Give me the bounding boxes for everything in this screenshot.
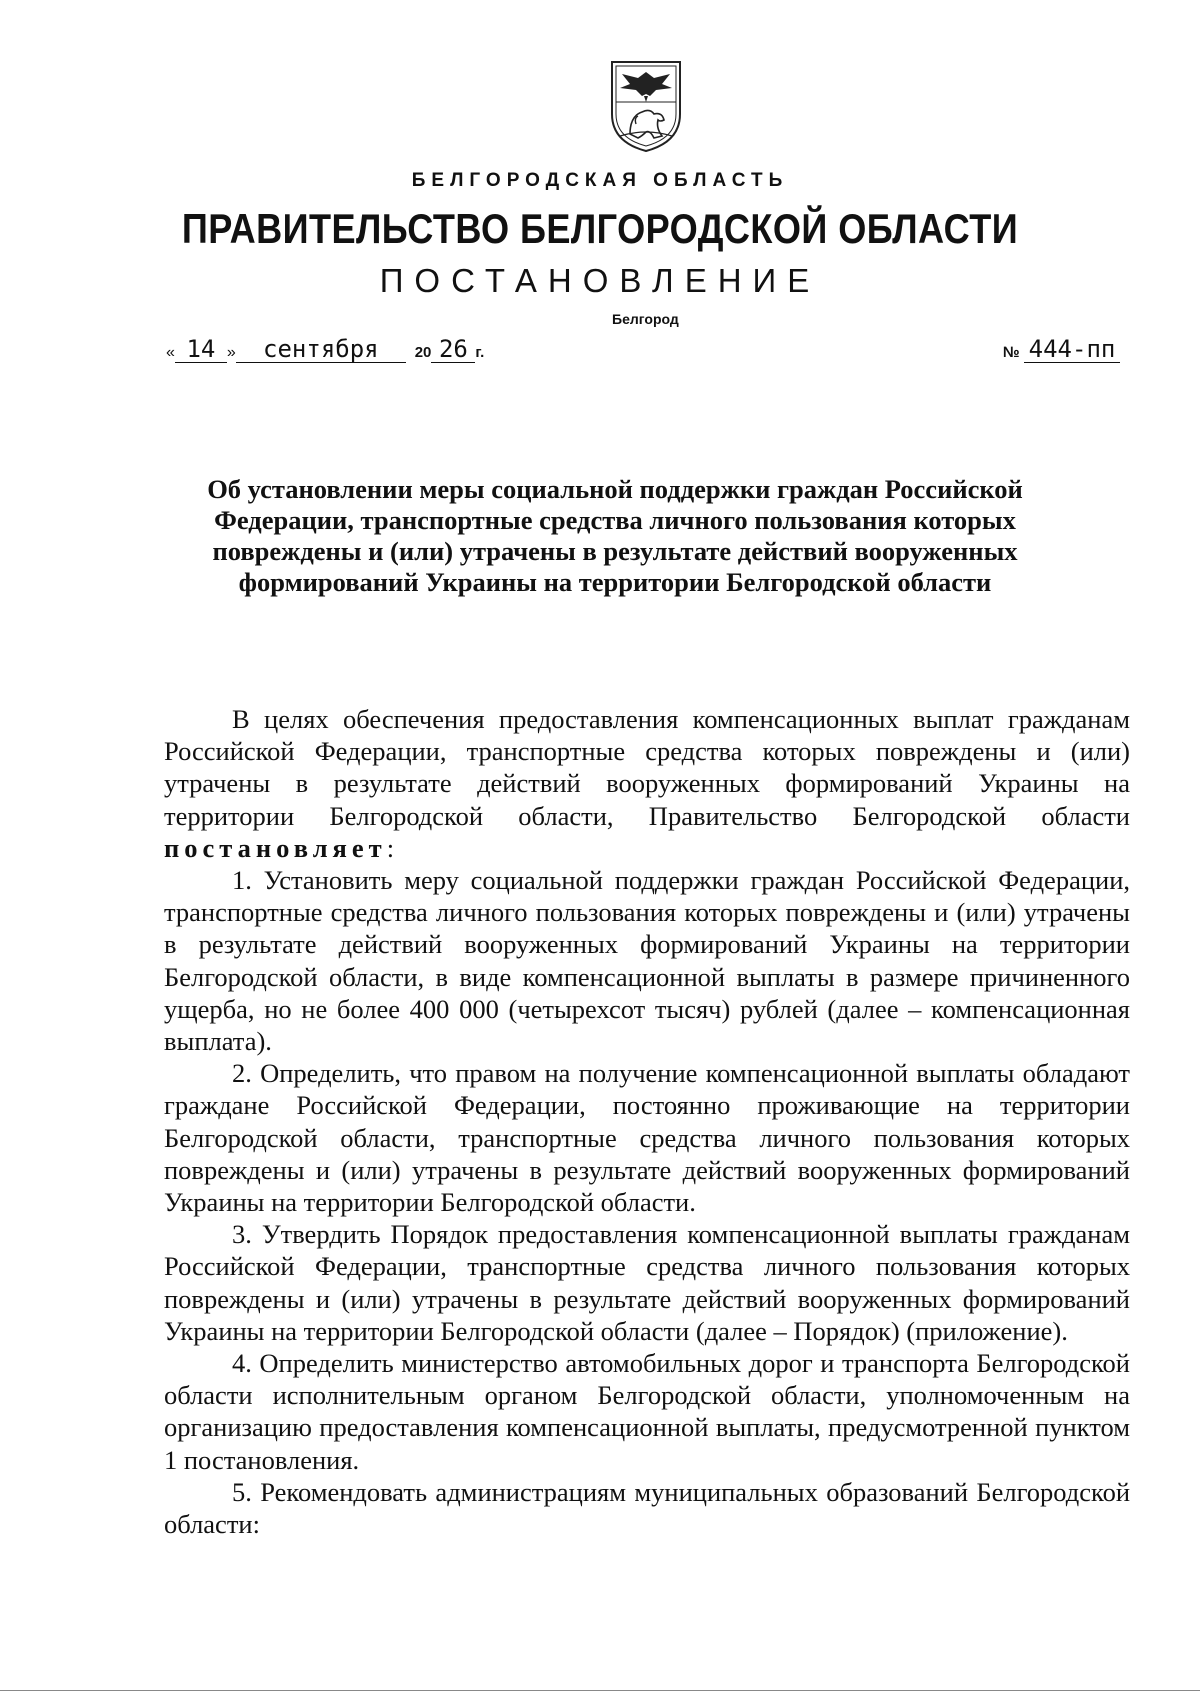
- date-month: сентября: [236, 336, 406, 363]
- number-label: №: [1002, 344, 1020, 361]
- number-value: 444-пп: [1024, 336, 1120, 363]
- document-date: [166, 336, 484, 363]
- document-type-heading: ПОСТАНОВЛЕНИЕ: [379, 262, 821, 299]
- list-item: 4. Определить министерство автомобильных дорог и транспорта Белгородской области исполнительным органом Белгородской области, уполномоченным на организацию предоставления компенсационной выплаты, предусмотренной пунктом 1 постановления.: [164, 1348, 1130, 1475]
- date-close-quote: »: [226, 344, 236, 361]
- coat-of-arms-emblem: [608, 58, 684, 154]
- document-number: [1003, 336, 1120, 363]
- list-item: 5. Рекомендовать администрациям муниципальных образований Белгородской области:: [164, 1476, 1130, 1540]
- list-item: 3. Утвердить Порядок предоставления компенсационной выплаты гражданам Российской Федерации, транспортные средства личного пользования которых повреждены и (или) утрачены в результате действий вооруженных формирований Украины на территории Белгородской области (далее – Порядок) (приложение).: [164, 1219, 1130, 1346]
- page-bottom-rule: [0, 1690, 1200, 1691]
- decree-colon: :: [386, 832, 395, 863]
- document-body: [164, 703, 1130, 1540]
- date-year-suffix: г.: [475, 344, 485, 361]
- preamble-paragraph: [164, 703, 1130, 864]
- decree-word: постановляет: [164, 832, 387, 863]
- date-year: 26: [431, 336, 475, 363]
- government-heading: ПРАВИТЕЛЬСТВО БЕЛГОРОДСКОЙ ОБЛАСТИ: [181, 205, 1019, 252]
- list-item: 1. Установить меру социальной поддержки граждан Российской Федерации, транспортные средства личного пользования которых повреждены и (или) утрачены в результате действий вооруженных формирований Украины на территории Белгородской области, в виде компенсационной выплаты в размере причиненного ущерба, но не более 400 000 (четырехсот тысяч) рублей (далее – компенсационная выплата).: [164, 865, 1130, 1057]
- document-title: Об установлении меры социальной поддержки граждан Российской Федерации, транспортные средства личного пользования которых повреждены и (или) утрачены в результате действий вооруженных формирований Украины на территории Белгородской области: [207, 474, 1023, 597]
- list-item: 2. Определить, что правом на получение компенсационной выплаты обладают граждане Российской Федерации, постоянно проживающие на территории Белгородской области, транспортные средства личного пользования которых повреждены и (или) утрачены в результате действий вооруженных формирований Украины на территории Белгородской области.: [164, 1058, 1130, 1218]
- region-heading: БЕЛГОРОДСКАЯ ОБЛАСТЬ: [411, 170, 789, 191]
- preamble-text: В целях обеспечения предоставления компенсационных выплат гражданам Российской Федерации, транспортные средства которых повреждены и (или) утрачены в результате действий вооруженных формирований Украины на территории Белгородской области, Правительство Белгородской области: [164, 704, 1130, 831]
- date-day: 14: [175, 336, 227, 363]
- city-label: Белгород: [612, 311, 679, 327]
- date-year-prefix: 20: [414, 344, 432, 361]
- date-open-quote: «: [166, 344, 175, 361]
